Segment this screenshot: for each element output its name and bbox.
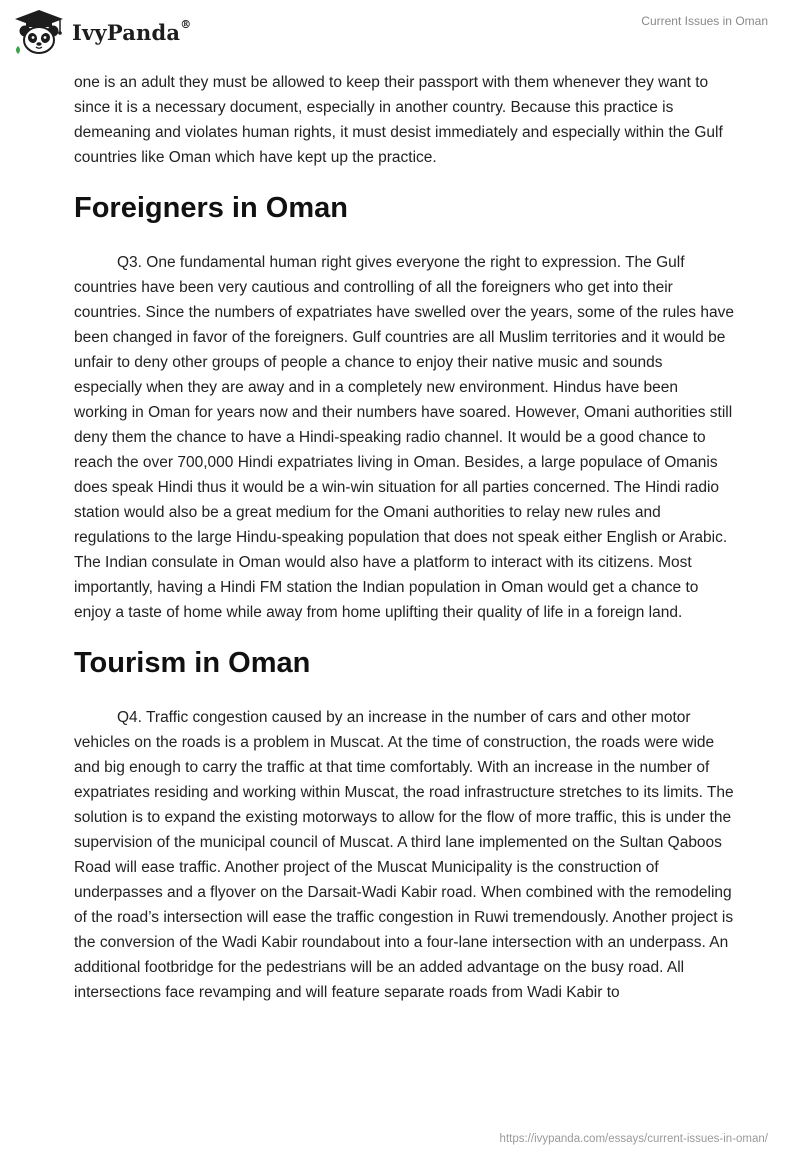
foreigners-heading: Foreigners in Oman <box>74 192 348 224</box>
intro-paragraph: one is an adult they must be allowed to keep their passport with them whenever they want to since it is a necessary document, especially in another country. Because this practice is demeaning and violates human rights, it must desist immediately and especially within the Gulf countries like Oman which have kept up the practice. <box>74 74 723 166</box>
panda-graduate-icon <box>12 8 66 56</box>
tourism-paragraph: Q4. Traffic congestion caused by an increase in the number of cars and other motor vehicles on the roads is a problem in Muscat. At the time of construction, the roads were wide and big enough to carry the traffic at that time comfortably. With an increase in the number of expatriates residing and working within Muscat, the road infrastructure stretches to its limits. The solution is to expand the existing motorways to allow for the flow of more traffic, this is under the supervision of the municipal council of Muscat. A third lane implemented on the Sultan Qaboos Road will ease traffic. Another project of the Muscat Municipality is the construction of underpasses and a flyover on the Darsait-Wadi Kabir road. When combined with the remodeling of the road’s intersection will ease the traffic congestion in Ruwi tremendously. Another project is the conversion of the Wadi Kabir roundabout into a four-lane intersection with an underpass. An additional footbridge for the pedestrians will be an added advantage on the busy road. All intersections face revamping and will feature separate roads from Wadi Kabir to <box>74 709 734 1001</box>
source-url[interactable]: https://ivypanda.com/essays/current-issues-in-oman/ <box>499 1133 768 1145</box>
foreigners-paragraph: Q3. One fundamental human right gives everyone the right to expression. The Gulf countries have been very cautious and controlling of all the foreigners who get into their countries. Since the numbers of expatriates have swelled over the years, some of the rules have been changed in favor of the foreigners. Gulf countries are all Muslim territories and it would be unfair to deny other groups of people a chance to enjoy their native music and sounds especially when they are away and in a completely new environment. Hindus have been working in Oman for years now and their numbers have soared. However, Omani authorities still deny them the chance to have a Hindi-speaking radio channel. It would be a good chance to reach the over 700,000 Hindi expatriates living in Oman. Besides, a large populace of Omanis does speak Hindi thus it would be a win-win situation for all parties concerned. The Hindi radio station would also be a great medium for the Omani authorities to relay new rules and regulations to the large Hindu-speaking population that does not speak either English or Arabic. The Indian consulate in Oman would also have a platform to interact with its citizens. Most importantly, having a Hindi FM station the Indian population in Oman would get a chance to enjoy a taste of home while away from home uplifting their quality of life in a foreign land. <box>74 254 734 621</box>
essay-content <box>74 70 734 1005</box>
tourism-heading: Tourism in Oman <box>74 647 311 679</box>
ivypanda-logo[interactable] <box>12 8 191 56</box>
brand-name: IvyPanda® <box>72 17 192 45</box>
page-header <box>0 0 800 70</box>
document-title: Current Issues in Oman <box>641 14 768 28</box>
